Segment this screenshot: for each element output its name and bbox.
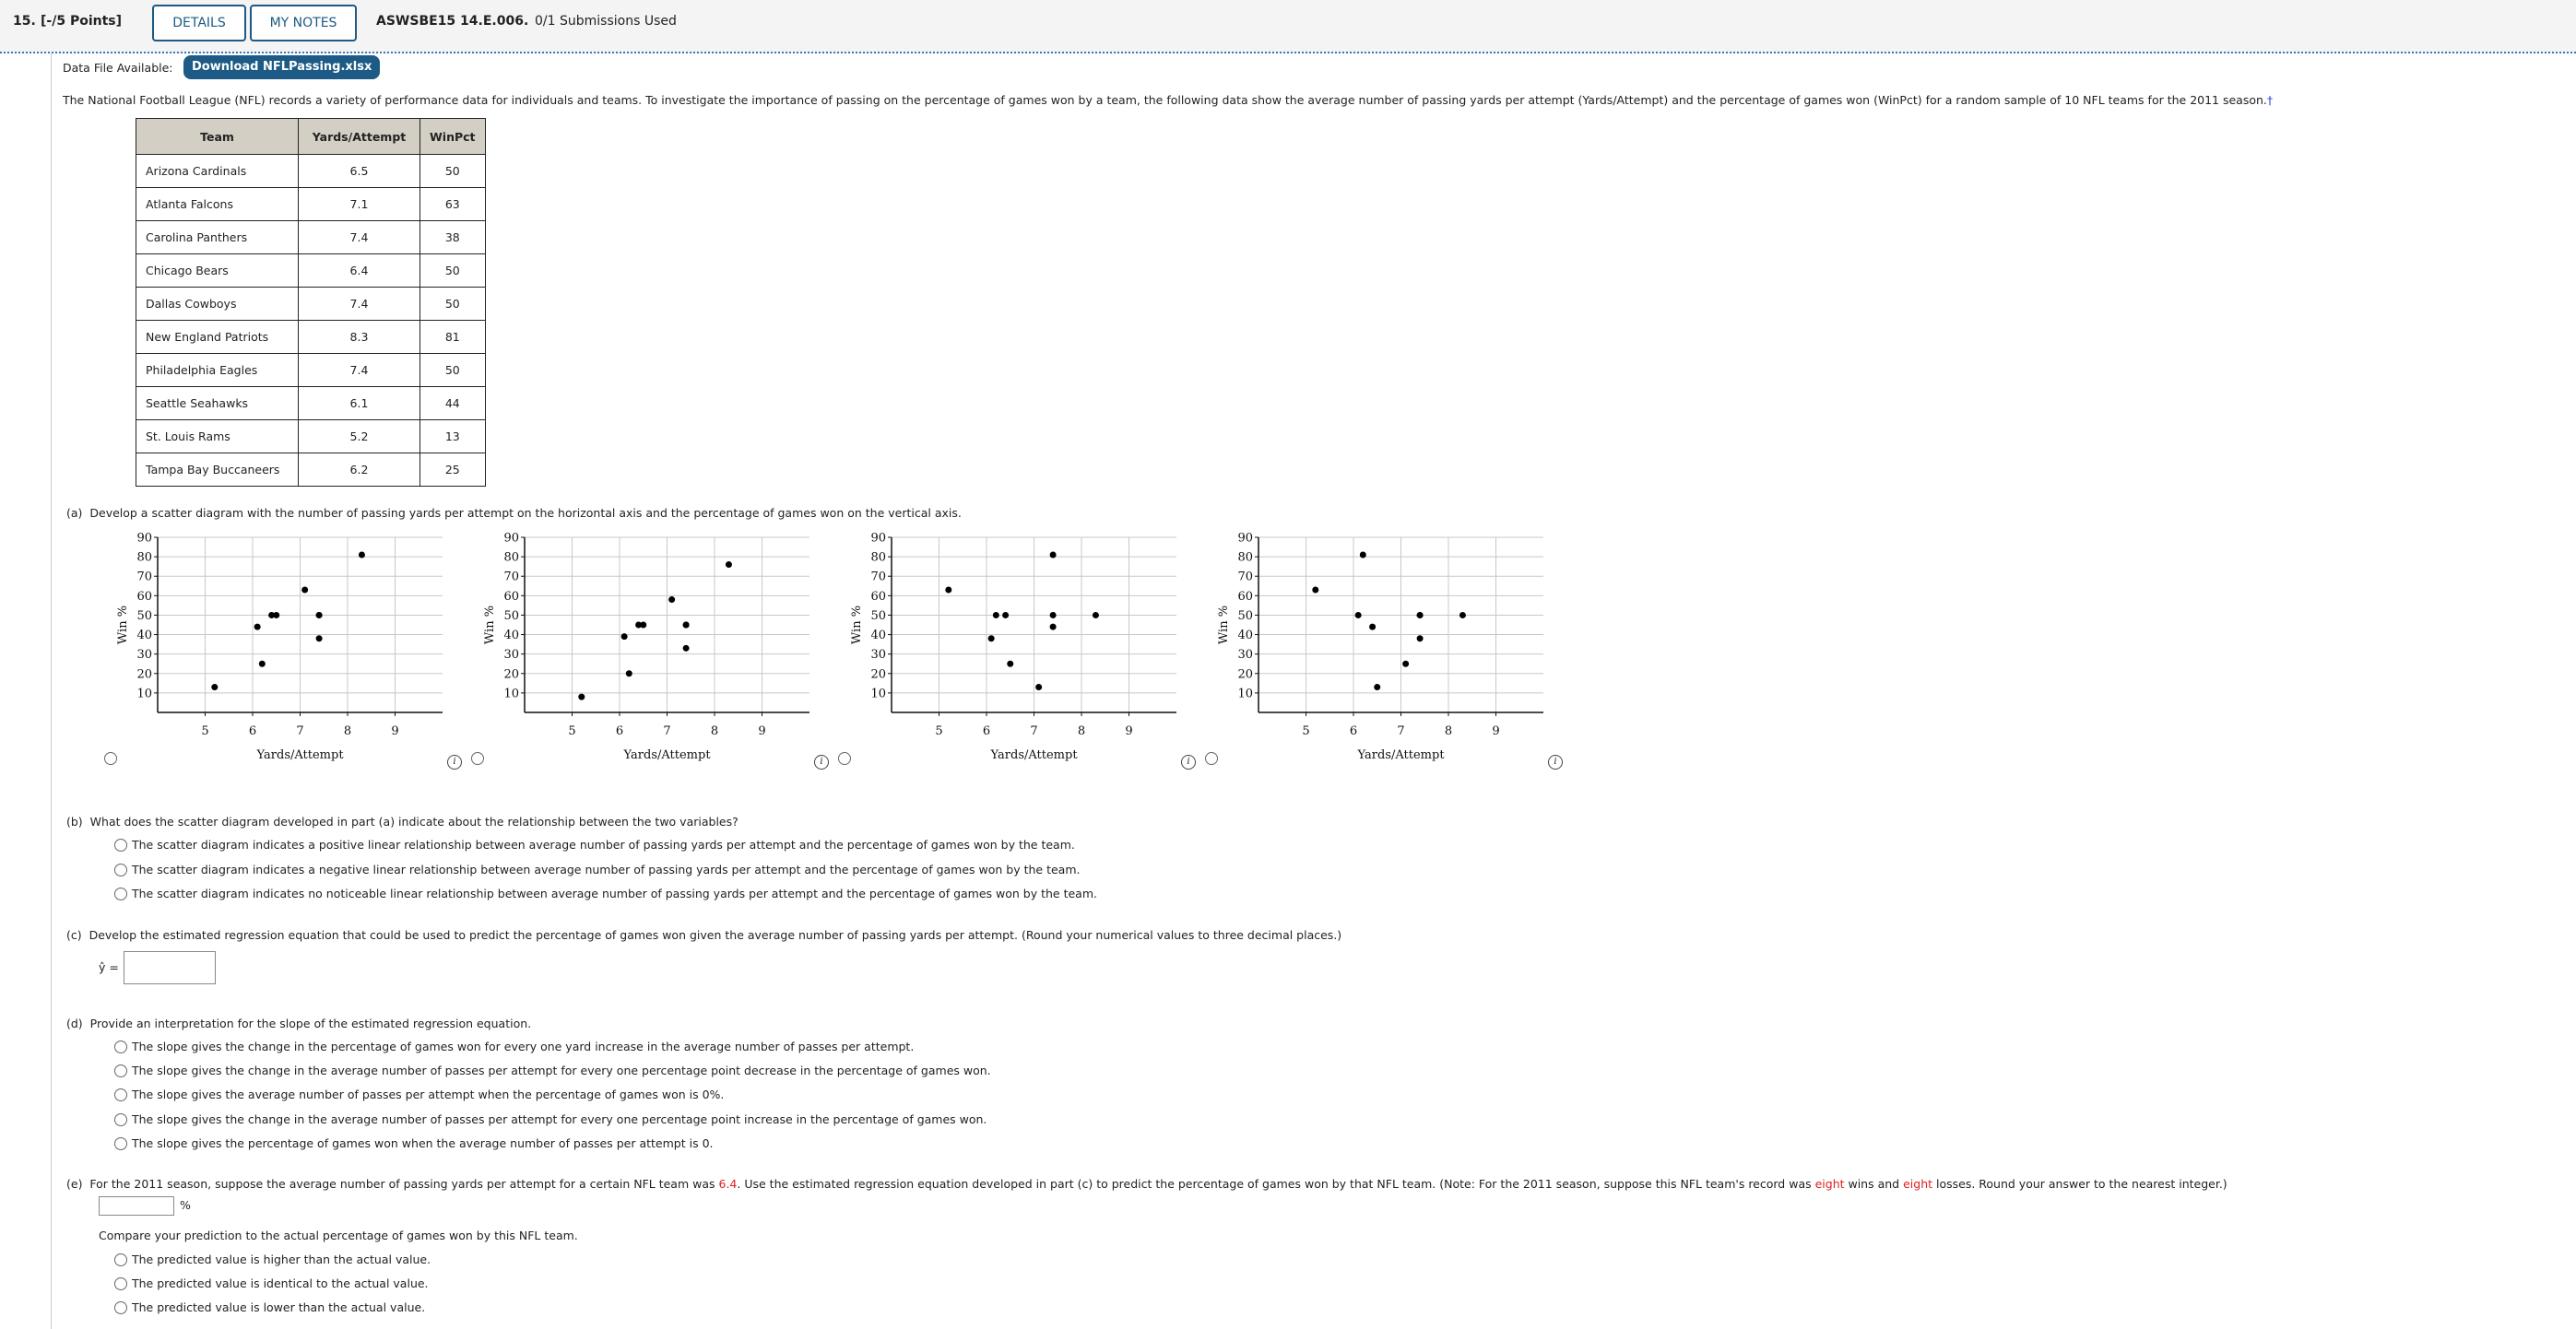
scatter-chart-3 <box>826 525 1195 762</box>
part-b-prompt <box>66 815 739 829</box>
y-tick-label: 30 <box>136 648 152 663</box>
y-axis-title: Win % <box>850 605 864 645</box>
data-point <box>993 612 999 618</box>
x-tick-label: 5 <box>1302 724 1310 738</box>
y-tick-label: 20 <box>870 667 886 682</box>
y-tick-label: 30 <box>1237 648 1253 663</box>
radio-button[interactable] <box>114 1064 127 1077</box>
x-tick-label: 5 <box>201 724 209 738</box>
y-tick-label: 70 <box>503 570 519 584</box>
y-tick-label: 90 <box>503 531 519 546</box>
y-tick-label: 80 <box>136 550 152 565</box>
option-label[interactable]: The slope gives the change in the percentage of games won for every one yard increase in the average number of passes per attempt. <box>132 1040 915 1053</box>
data-point <box>1374 684 1380 690</box>
x-tick-label: 9 <box>1492 724 1500 738</box>
cell-team: New England Patriots <box>136 321 299 354</box>
submissions-used: 0/1 Submissions Used <box>535 14 677 29</box>
chart-4-radio[interactable] <box>1205 752 1218 765</box>
radio-button[interactable] <box>114 888 127 900</box>
y-tick-label: 10 <box>136 687 152 701</box>
x-tick-label: 6 <box>1349 724 1358 738</box>
my-notes-button[interactable]: MY NOTES <box>250 5 357 41</box>
y-tick-label: 40 <box>1237 629 1253 643</box>
option-label[interactable]: The predicted value is lower than the actual value. <box>132 1300 426 1314</box>
data-point <box>301 587 308 594</box>
x-tick-label: 8 <box>710 724 719 738</box>
chart-1-radio[interactable] <box>104 752 117 765</box>
cell-yards: 7.4 <box>299 221 420 254</box>
y-tick-label: 30 <box>503 648 519 663</box>
data-point <box>1369 624 1376 630</box>
part-c-label: (c) <box>66 928 82 942</box>
data-point <box>316 612 323 618</box>
data-table <box>136 118 486 487</box>
y-tick-label: 60 <box>1237 589 1253 604</box>
footnote-link[interactable]: † <box>2266 93 2274 107</box>
radio-button[interactable] <box>114 1088 127 1101</box>
table-row <box>136 321 486 354</box>
part-d-prompt <box>66 1017 531 1030</box>
scatter-chart-1 <box>92 525 461 762</box>
table-row <box>136 254 486 288</box>
y-tick-label: 50 <box>136 608 152 623</box>
table-row <box>136 453 486 487</box>
part-e-label: (e) <box>66 1177 83 1191</box>
cell-yards: 7.1 <box>299 188 420 221</box>
table-row <box>136 188 486 221</box>
x-axis-title: Yards/Attempt <box>1357 748 1445 762</box>
data-point <box>945 587 951 594</box>
scatter-chart-2 <box>459 525 828 762</box>
part-b-label: (b) <box>66 815 83 829</box>
column-header-team: Team <box>136 119 299 155</box>
option-label[interactable]: The predicted value is higher than the actual value. <box>132 1253 431 1266</box>
percent-unit: % <box>180 1198 191 1212</box>
part-c-prompt <box>66 928 1341 942</box>
cell-team: Chicago Bears <box>136 254 299 288</box>
info-icon[interactable]: i <box>1548 755 1563 770</box>
x-axis-title: Yards/Attempt <box>256 748 344 762</box>
yhat-label: ŷ = <box>99 960 119 974</box>
y-tick-label: 90 <box>136 531 152 546</box>
content-left-rule <box>51 53 52 1329</box>
option-label[interactable]: The predicted value is identical to the actual value. <box>132 1276 429 1290</box>
x-tick-label: 9 <box>391 724 399 738</box>
cell-yards: 5.2 <box>299 420 420 453</box>
option-label[interactable]: The slope gives the average number of passes per attempt when the percentage of games won is 0%. <box>132 1088 725 1102</box>
x-tick-label: 9 <box>758 724 766 738</box>
radio-button[interactable] <box>114 1301 127 1314</box>
y-tick-label: 70 <box>1237 570 1253 584</box>
y-tick-label: 60 <box>503 589 519 604</box>
radio-button[interactable] <box>114 839 127 852</box>
regression-equation-input[interactable] <box>124 951 216 984</box>
x-tick-label: 8 <box>1444 724 1453 738</box>
cell-yards: 8.3 <box>299 321 420 354</box>
cell-winpct: 81 <box>420 321 486 354</box>
radio-button[interactable] <box>114 1137 127 1150</box>
y-tick-label: 20 <box>1237 667 1253 682</box>
cell-yards: 7.4 <box>299 288 420 321</box>
radio-button[interactable] <box>114 1277 127 1290</box>
cell-team: Atlanta Falcons <box>136 188 299 221</box>
data-point <box>683 622 690 629</box>
data-point <box>1050 552 1057 559</box>
data-point <box>1402 661 1409 667</box>
data-point <box>1360 552 1366 559</box>
y-tick-label: 50 <box>870 608 886 623</box>
intro-text <box>63 93 2273 107</box>
data-point <box>359 552 365 559</box>
data-point <box>640 622 646 629</box>
y-tick-label: 70 <box>136 570 152 584</box>
cell-yards: 6.2 <box>299 453 420 487</box>
data-point <box>668 596 675 603</box>
option-label[interactable]: The slope gives the change in the average number of passes per attempt for every one percentage point increase in the percentage of games won. <box>132 1111 987 1126</box>
data-point <box>1459 612 1466 618</box>
cell-winpct: 63 <box>420 188 486 221</box>
y-tick-label: 40 <box>136 629 152 643</box>
part-b-text: What does the scatter diagram developed in part (a) indicate about the relationship between the two variables? <box>89 815 739 829</box>
x-tick-label: 5 <box>935 724 943 738</box>
y-tick-label: 50 <box>503 608 519 623</box>
part-a-prompt <box>66 506 962 520</box>
info-icon[interactable]: i <box>447 755 462 770</box>
y-tick-label: 50 <box>1237 608 1253 623</box>
data-point <box>621 633 628 640</box>
data-point <box>988 635 995 641</box>
data-point <box>1417 635 1424 641</box>
data-point <box>1002 612 1009 618</box>
cell-team: Philadelphia Eagles <box>136 354 299 387</box>
data-point <box>1417 612 1424 618</box>
part-e-prompt <box>66 1177 2227 1191</box>
y-tick-label: 80 <box>1237 550 1253 565</box>
table-row <box>136 155 486 188</box>
x-tick-label: 6 <box>615 724 624 738</box>
y-tick-label: 10 <box>870 687 886 701</box>
y-tick-label: 80 <box>503 550 519 565</box>
question-header <box>0 0 2576 53</box>
cell-winpct: 50 <box>420 354 486 387</box>
cell-team: Dallas Cowboys <box>136 288 299 321</box>
radio-button[interactable] <box>114 1253 127 1266</box>
download-data-button[interactable]: Download NFLPassing.xlsx <box>183 55 380 79</box>
part-e-text-4: losses. Round your answer to the nearest integer.) <box>1932 1177 2227 1191</box>
data-point <box>1007 661 1013 667</box>
x-tick-label: 8 <box>343 724 352 738</box>
data-point <box>683 645 690 652</box>
data-point <box>1093 612 1099 618</box>
y-tick-label: 60 <box>136 589 152 604</box>
part-a-text: Develop a scatter diagram with the number of passing yards per attempt on the horizontal axis and the percentage of games won on the vertical axis. <box>89 506 962 520</box>
table-row <box>136 354 486 387</box>
cell-winpct: 38 <box>420 221 486 254</box>
y-axis-title: Win % <box>116 605 130 645</box>
table-row <box>136 420 486 453</box>
y-tick-label: 20 <box>136 667 152 682</box>
points: [-/5 Points] <box>41 14 123 29</box>
y-tick-label: 40 <box>870 629 886 643</box>
x-tick-label: 5 <box>568 724 576 738</box>
info-icon[interactable]: i <box>1181 755 1196 770</box>
compare-text: Compare your prediction to the actual percentage of games won by this NFL team. <box>99 1229 578 1242</box>
wins-value: eight <box>1814 1177 1845 1191</box>
losses-value: eight <box>1903 1177 1933 1191</box>
yards-per-attempt-value: 6.4 <box>718 1177 738 1191</box>
chart-2-radio[interactable] <box>471 752 484 765</box>
data-point <box>1050 624 1057 630</box>
y-tick-label: 10 <box>503 687 519 701</box>
y-tick-label: 40 <box>503 629 519 643</box>
option-label[interactable]: The scatter diagram indicates no noticeable linear relationship between average number of passing yards per attempt and the percentage of games won by the team. <box>132 887 1097 900</box>
cell-winpct: 50 <box>420 155 486 188</box>
y-tick-label: 60 <box>870 589 886 604</box>
data-point <box>273 612 279 618</box>
cell-team: Carolina Panthers <box>136 221 299 254</box>
data-point <box>316 635 323 641</box>
details-button[interactable]: DETAILS <box>152 5 246 41</box>
y-axis-title: Win % <box>1217 605 1231 645</box>
part-e-text-3: wins and <box>1844 1177 1904 1191</box>
data-file-label: Data File Available: <box>63 61 173 75</box>
x-tick-label: 8 <box>1077 724 1086 738</box>
cell-team: Arizona Cardinals <box>136 155 299 188</box>
data-point <box>1050 612 1057 618</box>
data-point <box>726 561 732 568</box>
data-point <box>1035 684 1042 690</box>
data-point <box>626 670 632 676</box>
x-tick-label: 7 <box>1397 724 1405 738</box>
x-tick-label: 7 <box>1030 724 1038 738</box>
radio-button[interactable] <box>114 864 127 876</box>
table-row <box>136 387 486 420</box>
data-point <box>259 661 266 667</box>
cell-winpct: 44 <box>420 387 486 420</box>
y-tick-label: 20 <box>503 667 519 682</box>
x-axis-title: Yards/Attempt <box>623 748 711 762</box>
cell-winpct: 50 <box>420 288 486 321</box>
cell-winpct: 50 <box>420 254 486 288</box>
data-point <box>1312 587 1318 594</box>
x-tick-label: 7 <box>296 724 304 738</box>
table-row <box>136 288 486 321</box>
y-tick-label: 90 <box>870 531 886 546</box>
x-tick-label: 6 <box>248 724 257 738</box>
part-d-text: Provide an interpretation for the slope of the estimated regression equation. <box>89 1017 532 1030</box>
part-c-text: Develop the estimated regression equation that could be used to predict the percentage of games won given the average number of passing yards per attempt. (Round your numerical values to three decimal places.) <box>89 928 1342 942</box>
option-label[interactable]: The slope gives the change in the average number of passes per attempt for every one percentage point decrease in the percentage of games won. <box>132 1064 991 1078</box>
cell-team: St. Louis Rams <box>136 420 299 453</box>
y-axis-title: Win % <box>483 605 497 645</box>
question-number: 15. <box>13 14 36 29</box>
x-tick-label: 7 <box>663 724 671 738</box>
cell-team: Seattle Seahawks <box>136 387 299 420</box>
cell-yards: 7.4 <box>299 354 420 387</box>
y-tick-label: 70 <box>870 570 886 584</box>
data-point <box>254 624 261 630</box>
cell-yards: 6.4 <box>299 254 420 288</box>
column-header-yards: Yards/Attempt <box>299 119 420 155</box>
option-label[interactable]: The scatter diagram indicates a positive linear relationship between average number of passing yards per attempt and the percentage of games won by the team. <box>132 838 1075 852</box>
part-e-text-1: For the 2011 season, suppose the average number of passing yards per attempt for a certain NFL team was <box>89 1177 719 1191</box>
x-tick-label: 9 <box>1125 724 1133 738</box>
chart-3-radio[interactable] <box>838 752 851 765</box>
data-point <box>578 694 585 700</box>
option-label[interactable]: The scatter diagram indicates a negative linear relationship between average number of passing yards per attempt and the percentage of games won by the team. <box>132 862 1081 876</box>
column-header-winpct: WinPct <box>420 119 486 155</box>
problem-id: ASWSBE15 14.E.006. <box>376 14 529 29</box>
radio-button[interactable] <box>114 1113 127 1126</box>
cell-winpct: 25 <box>420 453 486 487</box>
y-tick-label: 90 <box>1237 531 1253 546</box>
y-tick-label: 30 <box>870 648 886 663</box>
y-tick-label: 80 <box>870 550 886 565</box>
option-label[interactable]: The slope gives the percentage of games won when the average number of passes per attempt is 0. <box>132 1135 714 1150</box>
info-icon[interactable]: i <box>814 755 829 770</box>
cell-team: Tampa Bay Buccaneers <box>136 453 299 487</box>
part-e-text-2: . Use the estimated regression equation developed in part (c) to predict the percentage of games won by that NFL team. (Note: For the 2011 season, suppose this NFL team's record was <box>737 1177 1815 1191</box>
y-tick-label: 10 <box>1237 687 1253 701</box>
table-row <box>136 221 486 254</box>
scatter-chart-4 <box>1193 525 1562 762</box>
prediction-input[interactable] <box>99 1196 174 1216</box>
intro-body: The National Football League (NFL) records a variety of performance data for individuals and teams. To investigate the importance of passing on the percentage of games won by a team, the following data show the average number of passing yards per attempt (Yards/Attempt) and the percentage of games won (WinPct) for a random sample of 10 NFL teams for the 2011 season. <box>63 93 2267 107</box>
data-point <box>1355 612 1362 618</box>
part-d-label: (d) <box>66 1017 83 1030</box>
cell-yards: 6.1 <box>299 387 420 420</box>
x-tick-label: 6 <box>982 724 991 738</box>
cell-yards: 6.5 <box>299 155 420 188</box>
cell-winpct: 13 <box>420 420 486 453</box>
x-axis-title: Yards/Attempt <box>990 748 1078 762</box>
part-a-label: (a) <box>66 506 83 520</box>
radio-button[interactable] <box>114 1041 127 1053</box>
data-point <box>211 684 218 690</box>
